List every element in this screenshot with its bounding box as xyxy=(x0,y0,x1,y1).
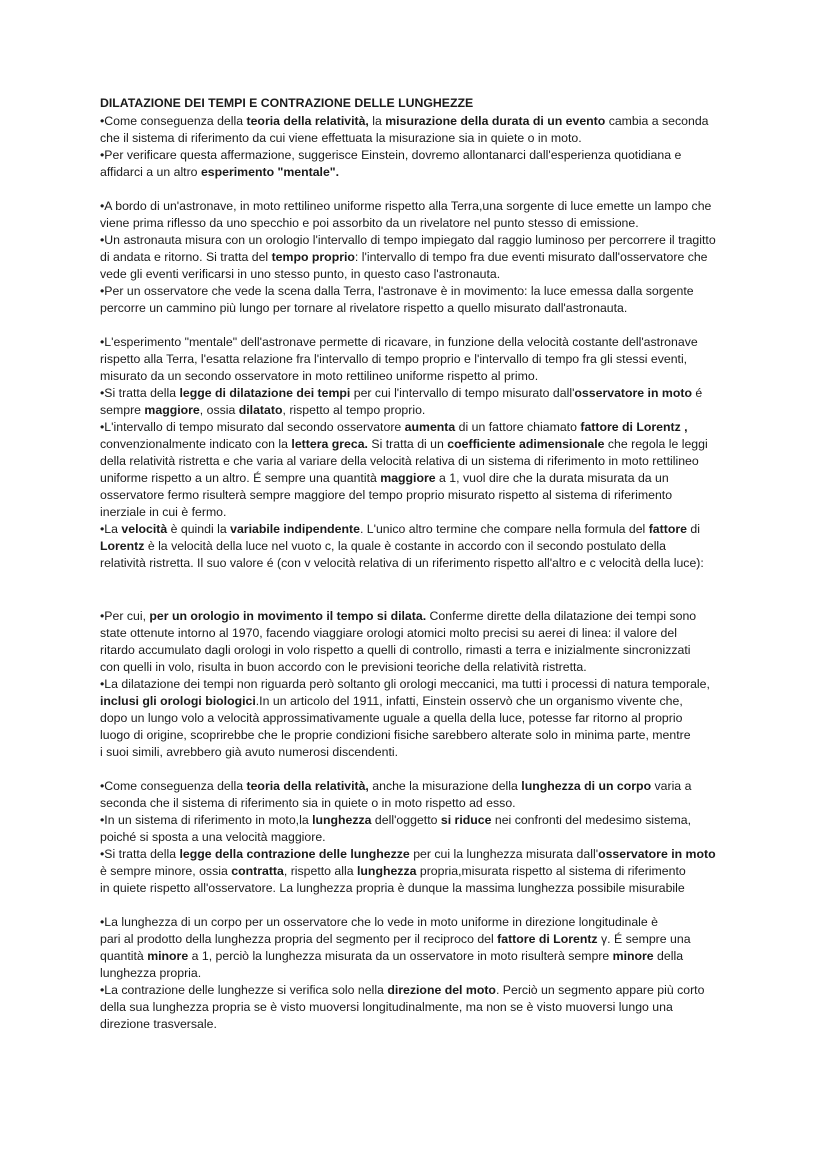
paragraph xyxy=(100,198,740,232)
bold-text: teoria della relatività, xyxy=(246,114,369,128)
text-run: •Un astronauta misura con un orologio l'intervallo di tempo impiegato dal raggio luminoso per percorrere il tragitto xyxy=(100,233,716,247)
text-run: rispetto alla Terra, l'esatta relazione fra l'intervallo di tempo proprio e l'intervallo di tempo fra gli stessi eventi, xyxy=(100,352,688,366)
paragraph xyxy=(100,608,740,676)
bold-text: osservatore in moto xyxy=(598,847,716,861)
text-run: viene prima riflesso da uno specchio e poi assorbito da un rivelatore nel punto stesso di emissione. xyxy=(100,216,639,230)
text-run: •La contrazione delle lunghezze si verifica solo nella xyxy=(100,983,388,997)
bold-text: maggiore xyxy=(144,403,200,417)
bold-text: maggiore xyxy=(380,471,436,485)
text-run: osservatore fermo risulterà sempre maggiore del tempo proprio misurato rispetto al sistema di riferimento xyxy=(100,488,673,502)
paragraph xyxy=(100,113,740,147)
paragraph xyxy=(100,778,740,812)
section xyxy=(100,778,740,897)
bold-text: legge della contrazione delle lunghezze xyxy=(179,847,410,861)
bold-text: misurazione della durata di un evento xyxy=(385,114,606,128)
text-run: state ottenute intorno al 1970, facendo viaggiare orologi atomici molto precisi su aerei di linea: il valore del xyxy=(100,626,677,640)
section xyxy=(100,198,740,317)
text-run: •Per cui, xyxy=(100,609,150,623)
text-run: pari al prodotto della lunghezza propria del segmento per il reciproco del xyxy=(100,932,498,946)
bold-text: variabile indipendente xyxy=(230,522,360,536)
text-run: •Si tratta della xyxy=(100,386,180,400)
text-run: •La xyxy=(100,522,122,536)
text-run: convenzionalmente indicato con la xyxy=(100,437,292,451)
text-run: , ossia xyxy=(199,403,239,417)
text-run: •L'intervallo di tempo misurato dal secondo osservatore xyxy=(100,420,405,434)
bold-text: lettera greca. xyxy=(291,437,368,451)
text-run: : l'intervallo di tempo fra due eventi misurato dall'osservatore che xyxy=(354,250,708,264)
bold-text: legge di dilatazione dei tempi xyxy=(179,386,351,400)
section-gap xyxy=(100,317,740,334)
text-run: nei confronti del medesimo sistema, xyxy=(491,813,692,827)
text-run: •In un sistema di riferimento in moto,la xyxy=(100,813,313,827)
section-gap xyxy=(100,897,740,914)
bold-text: lunghezza xyxy=(357,864,417,878)
text-run: .In un articolo del 1911, infatti, Einstein osservò che un organismo vivente che, xyxy=(255,694,683,708)
text-run: per cui la lunghezza misurata dall' xyxy=(409,847,599,861)
document-body xyxy=(100,95,740,1033)
paragraph xyxy=(100,982,740,1033)
text-run: •Per un osservatore che vede la scena dalla Terra, l'astronave è in movimento: la luce emessa dalla sorgente xyxy=(100,284,694,298)
section-gap xyxy=(100,761,740,778)
bold-text: Lorentz xyxy=(100,539,145,553)
bold-text: osservatore in moto xyxy=(574,386,692,400)
text-run: •L'esperimento "mentale" dell'astronave permette di ricavare, in funzione della velocità costante dell'astronave xyxy=(100,335,698,349)
document-sections xyxy=(100,113,740,1033)
text-run: in quiete rispetto all'osservatore. La lunghezza propria è dunque la massima lunghezza possibile misurabile xyxy=(100,881,685,895)
text-run: •La lunghezza di un corpo per un osservatore che lo vede in moto uniforme in direzione longitudinale è xyxy=(100,915,659,929)
bold-text: minore xyxy=(612,949,654,963)
text-run: della relatività ristretta e che varia al variare della velocità relativa di un sistema di riferimento in moto rettilineo xyxy=(100,454,699,468)
text-run: misurato da un secondo osservatore in moto rettilineo uniforme rispetto al primo. xyxy=(100,369,539,383)
paragraph xyxy=(100,521,740,572)
text-run: di un fattore chiamato xyxy=(455,420,581,434)
text-run: della sua lunghezza propria se è visto muoversi longitudinalmente, ma non se è visto muoversi lungo una xyxy=(100,1000,673,1014)
section xyxy=(100,608,740,761)
paragraph xyxy=(100,283,740,317)
paragraph xyxy=(100,914,740,982)
bold-text: contratta xyxy=(231,864,284,878)
text-run: con quelli in volo, risulta in buon accordo con le previsioni teoriche della relatività ristretta. xyxy=(100,660,587,674)
bold-text: si riduce xyxy=(440,813,492,827)
text-run: •La dilatazione dei tempi non riguarda però soltanto gli orologi meccanici, ma tutti i processi di natura temporale, xyxy=(100,677,710,691)
text-run: •Per verificare questa affermazione, suggerisce Einstein, dovremo allontanarci dall'esperienza quotidiana e xyxy=(100,148,682,162)
text-run: Si tratta di un xyxy=(367,437,448,451)
bold-text: per un orologio in movimento il tempo si dilata. xyxy=(149,609,427,623)
paragraph xyxy=(100,846,740,897)
text-run: ritardo accumulato dagli orologi in volo rispetto a quelli di controllo, rimasti a terra e inizialmente sincronizzati xyxy=(100,643,691,657)
text-run: •Come conseguenza della xyxy=(100,114,247,128)
document-title: DILATAZIONE DEI TEMPI E CONTRAZIONE DELLE LUNGHEZZE xyxy=(100,96,474,110)
text-run: affidarci a un altro xyxy=(100,165,201,179)
text-run: vede gli eventi verificarsi in uno stesso punto, in questo caso l'astronauta. xyxy=(100,267,501,281)
text-run: Conferme dirette della dilatazione dei tempi sono xyxy=(426,609,697,623)
bold-text: coefficiente adimensionale xyxy=(447,437,605,451)
bold-text: lunghezza xyxy=(312,813,372,827)
text-run: è quindi la xyxy=(167,522,231,536)
text-run: poiché si sposta a una velocità maggiore. xyxy=(100,830,326,844)
text-run: uniforme rispetto a un altro. É sempre una quantità xyxy=(100,471,381,485)
text-run: inerziale in cui è fermo. xyxy=(100,505,227,519)
paragraph xyxy=(100,812,740,846)
text-run: cambia a seconda xyxy=(605,114,709,128)
bold-text: fattore di Lorentz , xyxy=(580,420,688,434)
section-gap xyxy=(100,181,740,198)
text-run: seconda che il sistema di riferimento sia in quiete o in moto rispetto ad esso. xyxy=(100,796,516,810)
text-run: la xyxy=(368,114,386,128)
section xyxy=(100,914,740,1033)
bold-text: inclusi gli orologi biologici xyxy=(100,694,256,708)
text-run: di andata e ritorno. Si tratta del xyxy=(100,250,272,264)
section xyxy=(100,113,740,181)
bold-text: lunghezza di un corpo xyxy=(521,779,652,793)
text-run: che il sistema di riferimento da cui viene effettuata la misurazione sia in quiete o in moto. xyxy=(100,131,582,145)
text-run: a 1, vuol dire che la durata misurata da un xyxy=(435,471,669,485)
text-run: percorre un cammino più lungo per tornare al rivelatore rispetto a quello misurato dall'astronauta. xyxy=(100,301,628,315)
bold-text: velocità xyxy=(121,522,168,536)
bold-text: teoria della relatività, xyxy=(246,779,369,793)
text-run: relatività ristretta. Il suo valore é (con v velocità relativa di un riferimento rispetto all'altro e c velocità della luce): xyxy=(100,556,704,570)
text-run: , rispetto alla xyxy=(283,864,357,878)
paragraph xyxy=(100,232,740,283)
paragraph xyxy=(100,385,740,419)
text-run: che regola le leggi xyxy=(604,437,708,451)
text-run: varia a xyxy=(651,779,692,793)
bold-text: fattore di Lorentz xyxy=(497,932,598,946)
text-run: quantità xyxy=(100,949,148,963)
bold-text: dilatato xyxy=(238,403,283,417)
text-run: è la velocità della luce nel vuoto c, la quale è costante in accordo con il secondo postulato della xyxy=(144,539,666,553)
text-run: é xyxy=(691,386,703,400)
text-run: per cui l'intervallo di tempo misurato dall' xyxy=(350,386,575,400)
bold-text: direzione del moto xyxy=(387,983,496,997)
section-gap xyxy=(100,572,740,608)
text-run: è sempre minore, ossia xyxy=(100,864,232,878)
text-run: , rispetto al tempo proprio. xyxy=(282,403,426,417)
text-run: a 1, perciò la lunghezza misurata da un osservatore in moto risulterà sempre xyxy=(188,949,613,963)
bold-text: esperimento "mentale". xyxy=(200,165,340,179)
paragraph xyxy=(100,419,740,521)
section xyxy=(100,334,740,572)
paragraph xyxy=(100,334,740,385)
text-run: luogo di origine, scoprirebbe che le proprie condizioni fisiche sarebbero alterate solo in minima parte, mentre xyxy=(100,728,691,742)
text-run: . L'unico altro termine che compare nella formula del xyxy=(359,522,649,536)
bold-text: aumenta xyxy=(404,420,456,434)
text-run: dopo un lungo volo a velocità approssimativamente uguale a quella della luce, potesse far ritorno al proprio xyxy=(100,711,683,725)
text-run: sempre xyxy=(100,403,145,417)
text-run: direzione trasversale. xyxy=(100,1017,217,1031)
text-run: propria,misurata rispetto al sistema di riferimento xyxy=(416,864,686,878)
text-run: •A bordo di un'astronave, in moto rettilineo uniforme rispetto alla Terra,una sorgente di luce emette un lampo che xyxy=(100,199,712,213)
text-run: . Perciò un segmento appare più corto xyxy=(495,983,705,997)
text-run: lunghezza propria. xyxy=(100,966,202,980)
paragraph xyxy=(100,147,740,181)
text-run: dell'oggetto xyxy=(371,813,441,827)
bold-text: fattore xyxy=(648,522,687,536)
text-run: i suoi simili, avrebbero già avuto numerosi discendenti. xyxy=(100,745,399,759)
text-run: γ. É sempre una xyxy=(597,932,691,946)
bold-text: minore xyxy=(147,949,189,963)
bold-text: tempo proprio xyxy=(271,250,355,264)
text-run: di xyxy=(686,522,700,536)
text-run: anche la misurazione della xyxy=(368,779,522,793)
paragraph xyxy=(100,676,740,761)
text-run: •Si tratta della xyxy=(100,847,180,861)
text-run: della xyxy=(653,949,684,963)
text-run: •Come conseguenza della xyxy=(100,779,247,793)
